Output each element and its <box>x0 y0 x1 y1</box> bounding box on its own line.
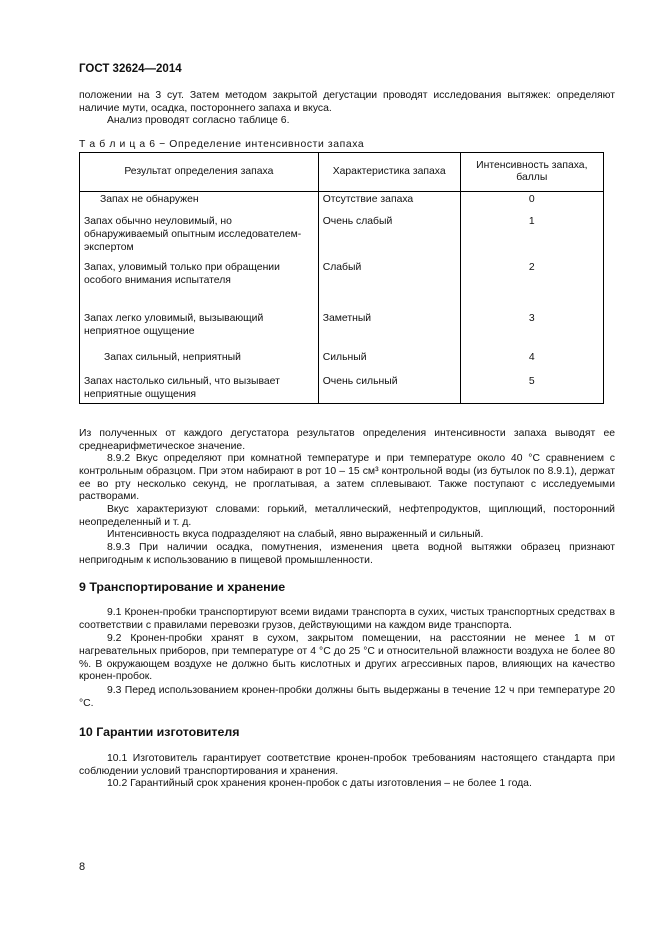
table-cell-intensity: 0 <box>460 192 603 217</box>
clause-8-9-2: 8.9.2 Вкус определяют при комнатной температуре и при температуре около 40 °С сравнением с контрольным образцом. При этом набирают в рот 10 – 15 см³ контрольной воды (из бутылок по 8.9.1), держат ее во рту несколько секунд, не проглатывая, а затем сплевывают. Также поступают с исследуемыми растворами. <box>79 453 615 503</box>
table-row <box>80 192 604 217</box>
table-cell-characteristic: Очень слабый <box>318 216 460 262</box>
taste-description-paragraph: Вкус характеризуют словами: горький, металлический, нефтепродуктов, щиплющий, посторонний неопределенный и т. д. <box>79 504 615 528</box>
table-row <box>80 216 604 262</box>
page-number: 8 <box>79 861 86 873</box>
section-10-heading: 10 Гарантии изготовителя <box>79 725 240 739</box>
column-header-result: Результат определения запаха <box>80 153 319 192</box>
clause-9-1: 9.1 Кронен-пробки транспортируют всеми видами транспорта в сухих, чистых транспортных средствах в соответствии с правилами перевозки грузов, действующими на каждом виде транспорта. <box>79 607 615 631</box>
table-cell-result: Запах настолько сильный, что вызывает неприятные ощущения <box>80 376 319 404</box>
odor-average-paragraph: Из полученных от каждого дегустатора результатов определения интенсивности запаха выводят ее среднеарифметическое значение. <box>79 428 615 452</box>
column-header-intensity: Интенсивность запаха, баллы <box>460 153 603 192</box>
intro-paragraph: положении на 3 сут. Затем методом закрытой дегустации проводят исследования вытяжек: определяют наличие мути, осадка, постороннего запаха и вкуса. <box>79 90 615 114</box>
table-cell-characteristic: Очень сильный <box>318 376 460 404</box>
table-row <box>80 376 604 404</box>
table-cell-characteristic: Сильный <box>318 352 460 376</box>
clause-10-2: 10.2 Гарантийный срок хранения кронен-пробок с даты изготовления – не более 1 года. <box>107 778 532 789</box>
table-row <box>80 313 604 352</box>
clause-8-9-3: 8.9.3 При наличии осадка, помутнения, изменения цвета водной вытяжки образец признают непригодным к использованию в пищевой промышленности. <box>79 542 615 566</box>
table-cell-result: Запах сильный, неприятный <box>80 352 319 376</box>
section-9-heading: 9 Транспортирование и хранение <box>79 580 286 594</box>
table-cell-characteristic: Отсутствие запаха <box>318 192 460 217</box>
table-row <box>80 352 604 376</box>
table-cell-result: Запах обычно неуловимый, но обнаруживаемый опытным исследователем-экспертом <box>80 216 319 262</box>
table-header-row <box>80 153 604 192</box>
table-cell-characteristic: Заметный <box>318 313 460 352</box>
intro-analysis-note: Анализ проводят согласно таблице 6. <box>107 115 290 126</box>
table-caption: Т а б л и ц а 6 − Определение интенсивности запаха <box>79 139 365 150</box>
clause-9-3: 9.3 Перед использованием кронен-пробки должны быть выдержаны в течение 12 ч при температуре 20 °С. <box>79 685 615 709</box>
document-header: ГОСТ 32624—2014 <box>79 63 182 75</box>
table-cell-intensity: 5 <box>460 376 603 404</box>
table-cell-intensity: 3 <box>460 313 603 352</box>
table-row <box>80 262 604 313</box>
clause-10-1: 10.1 Изготовитель гарантирует соответствие кронен-пробок требованиям настоящего стандарта при соблюдении условий транспортирования и хранения. <box>79 753 615 777</box>
clause-9-2: 9.2 Кронен-пробки хранят в сухом, закрытом помещении, на расстоянии не менее 1 м от нагревательных приборов, при температуре от 4 °С до 25 °С и относительной влажности воздуха не более 80 %. В окружающем воздухе не должно быть кислотных и других агрессивных паров, влияющих на качество кронен-пробок. <box>79 633 615 683</box>
table-cell-result: Запах, уловимый только при обращении особого внимания испытателя <box>80 262 319 313</box>
table-cell-result: Запах не обнаружен <box>80 192 319 217</box>
column-header-characteristic: Характеристика запаха <box>318 153 460 192</box>
table-cell-intensity: 2 <box>460 262 603 313</box>
taste-intensity-paragraph: Интенсивность вкуса подразделяют на слабый, явно выраженный и сильный. <box>107 529 484 540</box>
table-cell-intensity: 1 <box>460 216 603 262</box>
table-cell-result: Запах легко уловимый, вызывающий неприятное ощущение <box>80 313 319 352</box>
table-cell-characteristic: Слабый <box>318 262 460 313</box>
odor-intensity-table <box>79 152 604 404</box>
table-cell-intensity: 4 <box>460 352 603 376</box>
